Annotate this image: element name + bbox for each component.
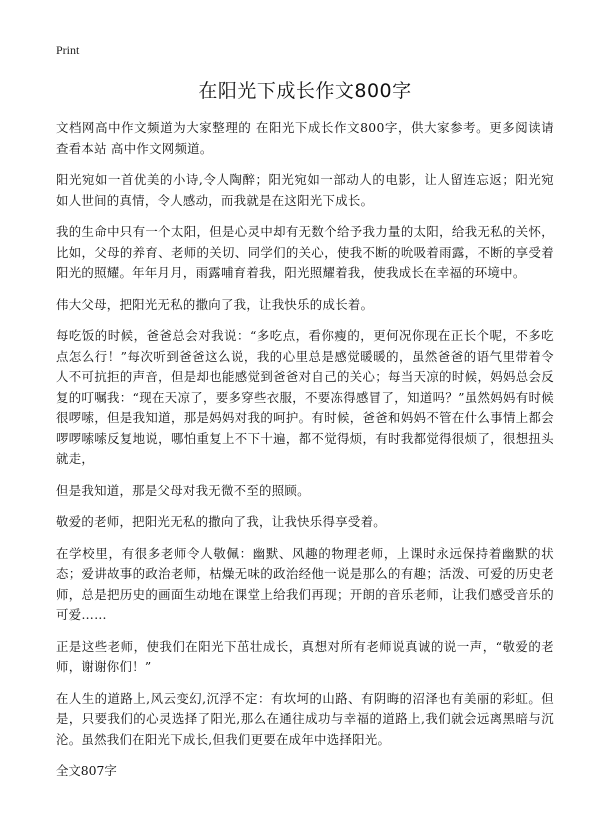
paragraph-many-suns: 我的生命中只有一个太阳，但是心灵中却有无数个给予我力量的太阳，给我无私的关怀，比如，父母的养育、老师的关切、同学们的关心，使我不断的吮吸着雨露，不断的享受着阳光的照耀。年年月月，雨露哺育着我，阳光照耀着我，使我成长在幸福的环境中。	[56, 224, 554, 280]
paragraph-teachers-story: 在学校里，有很多老师令人敬佩：幽默、风趣的物理老师，上课时永远保持着幽默的状态；爱讲故事的政治老师，枯燥无味的政治经他一说是那么的有趣；活泼、可爱的历史老师，总是把历史的画面生动地在课堂上给我们再现；开朗的音乐老师，让我们感受音乐的可爱……	[56, 545, 554, 622]
paragraph-sunshine-poem: 阳光宛如一首优美的小诗,令人陶醉；阳光宛如一部动人的电影，让人留连忘返；阳光宛如人世间的真情，令人感动，而我就是在这阳光下成长。	[56, 172, 554, 208]
document-body	[56, 118, 554, 750]
paragraph-thanks-teachers: 正是这些老师，使我们在阳光下茁壮成长，真想对所有老师说真诚的说一声，“敬爱的老师，谢谢你们！”	[56, 638, 554, 674]
print-label: Print	[56, 43, 80, 57]
paragraph-teachers-heading: 敬爱的老师，把阳光无私的撒向了我，让我快乐得享受着。	[56, 514, 386, 529]
word-count: 全文807字	[56, 763, 117, 778]
document-title: 在阳光下成长作文800字	[198, 80, 412, 102]
paragraph-conclusion: 在人生的道路上,风云变幻,沉浮不定：有坎坷的山路、有阴晦的沼泽也有美丽的彩虹。但是，只要我们的心灵选择了阳光,那么在通往成功与幸福的道路上,我们就会远离黑暗与沉沦。虽然我们在阳光下成长,但我们更要在成年中选择阳光。	[56, 690, 554, 747]
paragraph-intro: 文档网高中作文频道为大家整理的 在阳光下成长作文800字，供大家参考。更多阅读请查看本站 高中作文网频道。	[56, 120, 554, 156]
paragraph-parents-heading: 伟大父母，把阳光无私的撒向了我，让我快乐的成长着。	[56, 296, 374, 312]
paragraph-parents-story: 每吃饭的时候，爸爸总会对我说：“多吃点，看你瘦的，更何况你现在正长个呢，不多吃点怎么行！”每次听到爸爸这么说，我的心里总是感觉暖暖的，虽然爸爸的语气里带着令人不可抗拒的声音，但是却也能感觉到爸爸对自己的关心；每当天凉的时候，妈妈总会反复的叮嘱我：“现在天凉了，要多穿些衣服，不要冻得感冒了，知道吗？”虽然妈妈有时候很啰嗦，但是我知道，那是妈妈对我的呵护。有时候，爸爸和妈妈不管在什么事情上都会啰啰嗦嗦反复地说，哪怕重复上不下十遍，都不觉得烦，有时我都觉得很烦了，很想扭头就走，	[56, 328, 554, 466]
paragraph-parents-care: 但是我知道，那是父母对我无微不至的照顾。	[56, 482, 310, 498]
